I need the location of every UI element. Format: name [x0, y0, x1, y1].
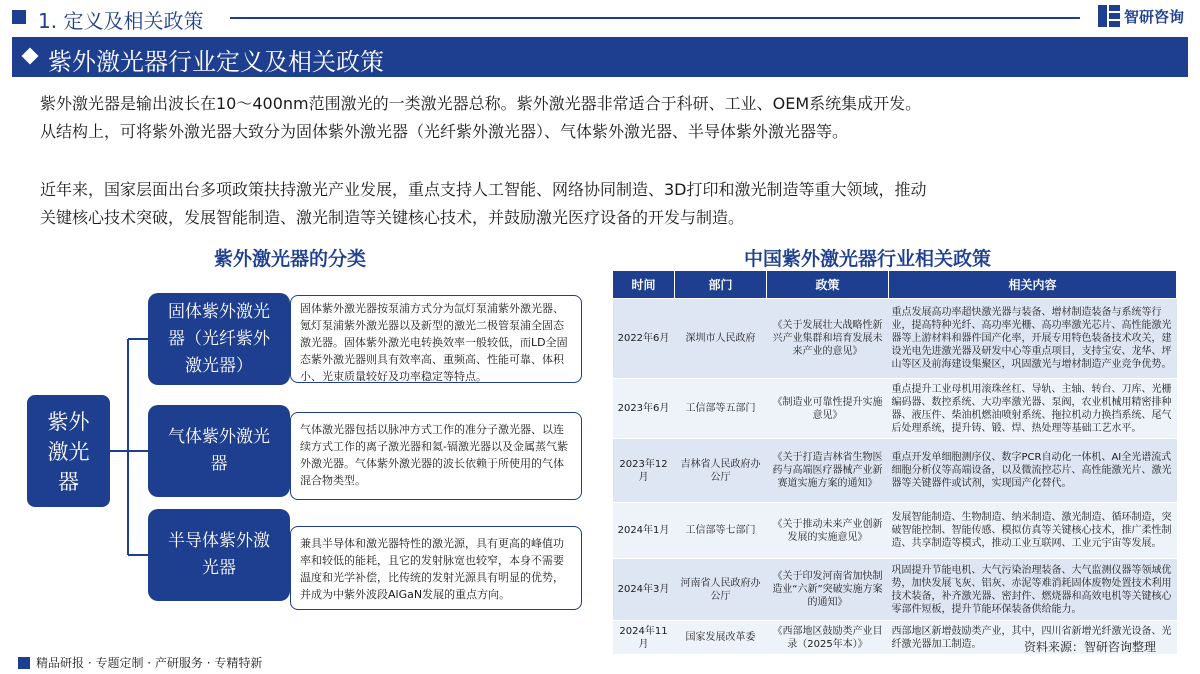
cell-date: 2023年6月 [613, 379, 675, 439]
table-row [613, 559, 1177, 621]
cell-dept: 河南省人民政府办公厅 [675, 559, 767, 621]
cell-policy: 《制造业可靠性提升实施意见》 [767, 379, 889, 439]
category-label: 气体紫外激光器 [168, 427, 270, 474]
table-row [613, 299, 1177, 379]
cell-content: 重点提升工业母机用滚珠丝杠、导轨、主轴、转台、刀库、光栅编码器、数控系统、大功率激光器、泵阀，农业机械用精密排种器、液压件、柴油机燃油喷射系统、拖拉机动力换挡系统、尾气后处理系统，提升铸、锻、焊、热处理等基础工艺水平。 [889, 379, 1177, 439]
table-header-row [613, 271, 1177, 299]
category-gas-desc: 气体激光器包括以脉冲方式工作的准分子激光器、以连续方式工作的离子激光器和氦-镉激光器以及金属蒸气紫外激光器。气体紫外激光器的波长依赖于所使用的气体混合物类型。 [290, 412, 582, 500]
policy-table [612, 270, 1177, 655]
page-title: 紫外激光器行业定义及相关政策 [48, 48, 384, 76]
footer [0, 654, 1200, 674]
category-label: 半导体紫外激光器 [168, 531, 270, 578]
cell-policy: 《关于发展壮大战略性新兴产业集群和培育发展未来产业的意见》 [767, 299, 889, 379]
policy-title: 中国紫外激光器行业相关政策 [744, 248, 992, 270]
root-label-line: 激光 [47, 440, 90, 464]
cell-content: 西部地区新增鼓励类产业，其中，四川省新增光纤激光设备、光纤激光器加工制造。 [889, 621, 1177, 655]
cell-content: 巩固提升节能电机、大气污染治理装备、大气监测仪器等领域优势，加快发展飞灰、铝灰、赤泥等难消耗固体废物处置技术利用技术装备，补齐激光器、密封件、燃烧器和高效电机等关键核心零部件短板，提升节能环保装备供给能力。 [889, 559, 1177, 621]
intro-line: 紫外激光器是输出波长在10～400nm范围激光的一类激光器总称。紫外激光器非常适合于科研、工业、OEM系统集成开发。 [40, 94, 922, 113]
table-row [613, 503, 1177, 559]
source-note: 资料来源：智研咨询整理 [1023, 640, 1156, 654]
column-header: 相关内容 [889, 271, 1177, 299]
category-solid-desc: 固体紫外激光器按泵浦方式分为氙灯泵浦紫外激光器、氪灯泵浦紫外激光器以及新型的激光二极管泵浦全固态激光器。固体紫外激光电转换效率一般较低，而LD全固态紫外激光器则具有效率高、重频高、性能可靠、体积小、光束质量较好及功率稳定等特点。 [290, 295, 582, 383]
cell-date: 2024年1月 [613, 503, 675, 559]
cell-content: 重点开发单细胞测序仪、数字PCR自动化一体机、AI全光谱流式细胞分析仪等高端设备，以及微流控芯片、高性能激光片、激光器等关键器件或试剂，实现国产化替代。 [889, 439, 1177, 503]
cell-dept: 吉林省人民政府办公厅 [675, 439, 767, 503]
intro-line: 关键核心技术突破，发展智能制造、激光制造等关键核心技术，并鼓励激光医疗设备的开发与制造。 [40, 208, 745, 227]
logo-text: 智研咨询 [1123, 7, 1184, 26]
cell-content: 重点发展高功率超快激光器与装备、增材制造装备与系统等行业，提高特种光纤、高功率光栅、高功率激光芯片、高性能激光器等上游材料和器件国产化率，开展专用特色装备技术攻关，建设光电先进激光器及研发中心等重点项目，支持宝安、龙华、坪山等区及前海建设集聚区，巩固激光与增材制造产业竞争优势。 [889, 299, 1177, 379]
cell-dept: 工信部等七部门 [675, 503, 767, 559]
cell-date: 2022年6月 [613, 299, 675, 379]
category-solid [148, 293, 290, 385]
column-header: 政策 [767, 271, 889, 299]
intro-line: 从结构上，可将紫外激光器大致分为固体紫外激光器（光纤紫外激光器）、气体紫外激光器、半导体紫外激光器等。 [40, 122, 849, 141]
category-semiconductor-desc: 兼具半导体和激光器特性的激光源，具有更高的峰值功率和较低的能耗，且它的发射脉宽也较窄，本身不需要温度和光学补偿，比传统的发射光源具有明显的优势，并成为中紫外波段AlGaN发展的重点方向。 [290, 526, 582, 610]
root-label-line: 紫外 [47, 410, 90, 434]
category-label: 固体紫外激光器（光纤紫外激光器） [168, 301, 270, 376]
cell-policy: 《关于打造吉林省生物医药与高端医疗器械产业新赛道实施方案的通知》 [767, 439, 889, 503]
cell-dept: 工信部等五部门 [675, 379, 767, 439]
root-label-line: 器 [58, 470, 79, 494]
footer-text: 精品研报 · 专题定制 · 产研服务 · 专精特新 [36, 656, 263, 670]
column-header: 时间 [613, 271, 675, 299]
table-row [613, 379, 1177, 439]
table-row [613, 439, 1177, 503]
intro-line: 近年来，国家层面出台多项政策扶持激光产业发展，重点支持人工智能、网络协同制造、3D打印和激光制造等重大领域，推动 [40, 180, 927, 199]
root-node [27, 395, 110, 507]
cell-content: 发展智能制造、生物制造、纳米制造、激光制造、循环制造，突破智能控制、智能传感、模拟仿真等关键核心技术，推广柔性制造、共享制造等模式，推动工业互联网、工业元宇宙等发展。 [889, 503, 1177, 559]
cell-date: 2023年12月 [613, 439, 675, 503]
section-title: 1. 定义及相关政策 [38, 9, 204, 33]
cell-policy: 《关于推动未来产业创新发展的实施意见》 [767, 503, 889, 559]
cell-dept: 国家发展改革委 [675, 621, 767, 655]
cell-date: 2024年11月 [613, 621, 675, 655]
category-gas [148, 405, 290, 497]
cell-policy: 《关于印发河南省加快制造业“六新”突破实施方案的通知》 [767, 559, 889, 621]
column-header: 部门 [675, 271, 767, 299]
cell-dept: 深圳市人民政府 [675, 299, 767, 379]
footer-logo-icon [18, 657, 30, 669]
cell-date: 2024年3月 [613, 559, 675, 621]
classification-title: 紫外激光器的分类 [214, 248, 367, 270]
cell-policy: 《西部地区鼓励类产业目录（2025年本）》 [767, 621, 889, 655]
category-semiconductor [148, 509, 290, 601]
